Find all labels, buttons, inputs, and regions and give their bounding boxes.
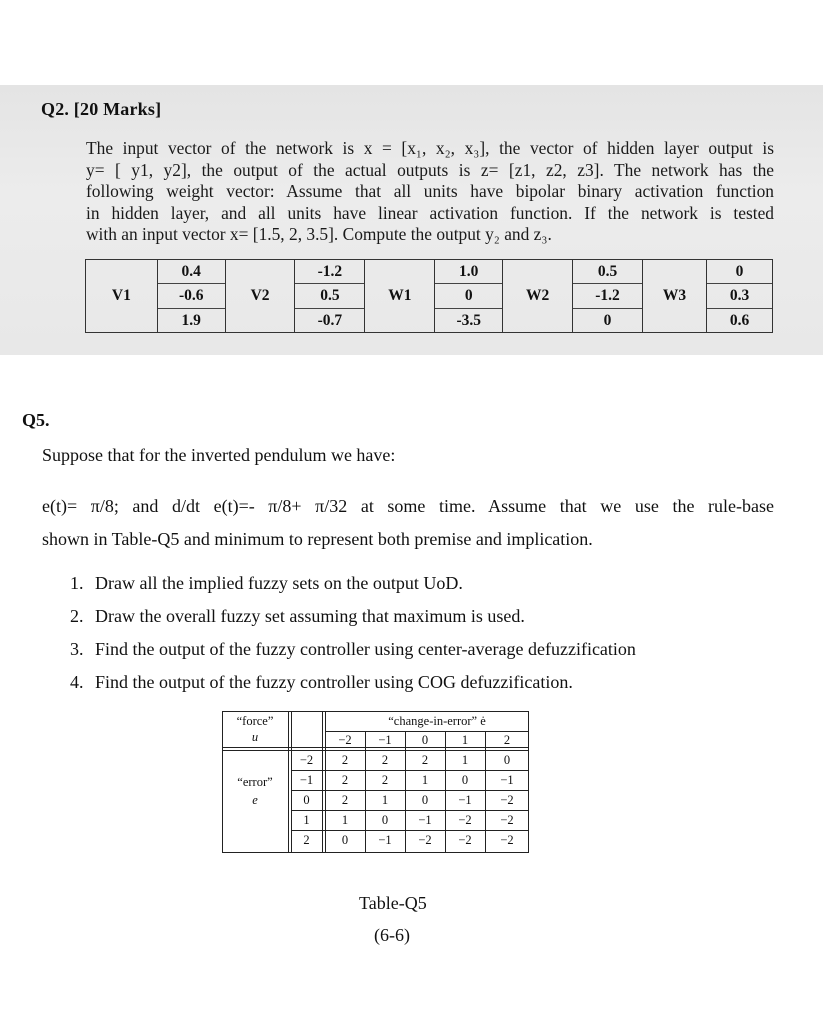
rule-cell: 0 bbox=[503, 753, 511, 767]
task-item bbox=[70, 600, 636, 633]
cie-value: 0 bbox=[421, 733, 429, 747]
error-value: 0 bbox=[303, 793, 310, 807]
weight-value: -1.2 bbox=[317, 263, 343, 280]
q5-condition-line: e(t)= π/8; and d/dt e(t)=- π/8+ π/32 at some time. Assume that we use the rule-base bbox=[42, 496, 774, 516]
task-text: Find the output of the fuzzy controller using COG defuzzification. bbox=[95, 672, 573, 692]
weight-label-v2: V2 bbox=[225, 260, 295, 333]
q5-condition-line: shown in Table-Q5 and minimum to represent both premise and implication. bbox=[42, 529, 593, 549]
weight-value: 0 bbox=[573, 308, 642, 332]
task-item bbox=[70, 567, 636, 600]
error-value: 2 bbox=[303, 833, 310, 847]
rule-cell: −1 bbox=[500, 773, 514, 787]
weight-label-w1: W1 bbox=[365, 260, 435, 333]
error-value: −2 bbox=[299, 753, 314, 767]
task-text: Draw the overall fuzzy set assuming that maximum is used. bbox=[95, 606, 525, 626]
rule-cell: 1 bbox=[421, 773, 429, 787]
task-text: Draw all the implied fuzzy sets on the output UoD. bbox=[95, 573, 463, 593]
q2-title: Q2. [20 Marks] bbox=[41, 99, 162, 119]
rule-table-divider bbox=[325, 731, 529, 732]
rule-table-divider bbox=[222, 750, 529, 751]
rule-table-divider bbox=[222, 747, 529, 748]
q2-line: following weight vector: Assume that all units have bipolar binary activation function bbox=[86, 181, 774, 201]
force-symbol: u bbox=[251, 730, 259, 744]
rule-table-divider bbox=[322, 711, 323, 853]
cie-value: 1 bbox=[461, 733, 469, 747]
rule-cell: 2 bbox=[421, 753, 429, 767]
rule-cell: 0 bbox=[461, 773, 469, 787]
weight-value: 0.3 bbox=[707, 283, 772, 307]
weight-label-w3: W3 bbox=[642, 260, 706, 333]
rule-cell: −1 bbox=[458, 793, 472, 807]
q2-paragraph bbox=[86, 138, 774, 246]
rule-cell: 2 bbox=[341, 753, 349, 767]
weight-value: -1.2 bbox=[573, 283, 642, 307]
rule-cell: −1 bbox=[378, 833, 392, 847]
error-value: −1 bbox=[299, 773, 314, 787]
weight-value: -3.5 bbox=[435, 308, 502, 332]
rule-cell: −2 bbox=[458, 813, 472, 827]
weight-label-w2: W2 bbox=[503, 260, 573, 333]
cie-value: 2 bbox=[503, 733, 511, 747]
rule-cell: 2 bbox=[341, 793, 349, 807]
weight-value: -0.7 bbox=[295, 308, 364, 332]
weight-values-v2 bbox=[295, 260, 365, 333]
q2-line: in hidden layer, and all units have linear activation function. If the network is tested bbox=[86, 202, 774, 223]
weight-value: 0 bbox=[435, 283, 502, 307]
rule-table-divider bbox=[291, 790, 529, 791]
error-symbol: e bbox=[252, 793, 258, 807]
weight-value: 0.5 bbox=[597, 263, 618, 280]
rule-cell: 1 bbox=[381, 793, 389, 807]
rule-cell: 2 bbox=[381, 753, 389, 767]
weight-value: -0.6 bbox=[158, 283, 225, 307]
weight-values-w1 bbox=[435, 260, 503, 333]
rule-cell: 0 bbox=[381, 813, 389, 827]
weight-value: 0 bbox=[735, 263, 744, 280]
q5-intro: Suppose that for the inverted pendulum we have: bbox=[42, 445, 396, 465]
weight-table bbox=[85, 259, 773, 333]
rule-cell: −1 bbox=[418, 813, 432, 827]
rule-cell: 2 bbox=[381, 773, 389, 787]
rule-cell: 1 bbox=[341, 813, 349, 827]
table-caption: Table-Q5 bbox=[359, 893, 427, 913]
rule-cell: 1 bbox=[461, 753, 469, 767]
weight-values-w3 bbox=[707, 260, 773, 333]
change-in-error-label: “change-in-error” ė bbox=[388, 714, 486, 728]
rule-cell: 2 bbox=[341, 773, 349, 787]
rule-cell: 0 bbox=[421, 793, 429, 807]
rule-cell: −2 bbox=[500, 833, 514, 847]
error-value: 1 bbox=[303, 813, 310, 827]
q2-line: The input vector of the network is x = [x₁, x₂, x₃], the vector of hidden layer output is bbox=[86, 138, 774, 158]
weight-value: 0.5 bbox=[295, 283, 364, 307]
rule-table-divider bbox=[288, 711, 289, 853]
rule-cell: 0 bbox=[341, 833, 349, 847]
rule-base-table bbox=[222, 711, 529, 853]
cie-value: −1 bbox=[378, 733, 392, 747]
task-number: 4. bbox=[70, 672, 84, 692]
page-label: (6-6) bbox=[374, 925, 410, 945]
task-number: 2. bbox=[70, 606, 84, 626]
force-label: “force” bbox=[236, 714, 274, 728]
weight-values-w2 bbox=[573, 260, 643, 333]
task-item bbox=[70, 633, 636, 666]
rule-table-divider bbox=[291, 830, 529, 831]
weight-values-v1 bbox=[157, 260, 225, 333]
rule-cell: −2 bbox=[458, 833, 472, 847]
cie-value: −2 bbox=[338, 733, 352, 747]
error-label: “error” bbox=[237, 775, 273, 789]
rule-cell: −2 bbox=[418, 833, 432, 847]
weight-label-v1: V1 bbox=[86, 260, 158, 333]
q2-line: y= [ y1, y2], the output of the actual outputs is z= [z1, z2, z3]. The network has the bbox=[86, 159, 774, 180]
task-text: Find the output of the fuzzy controller using center-average defuzzification bbox=[95, 639, 636, 659]
weight-value: 1.9 bbox=[158, 308, 225, 332]
q2-line: with an input vector x= [1.5, 2, 3.5]. Compute the output y₂ and z₃. bbox=[86, 224, 552, 244]
rule-cell: −2 bbox=[500, 793, 514, 807]
q5-title: Q5. bbox=[22, 410, 50, 430]
weight-value: 1.0 bbox=[459, 263, 479, 280]
rule-cell: −2 bbox=[500, 813, 514, 827]
q5-task-list bbox=[70, 567, 636, 699]
task-item bbox=[70, 666, 636, 699]
rule-table-divider bbox=[291, 810, 529, 811]
task-number: 3. bbox=[70, 639, 84, 659]
q5-condition bbox=[42, 490, 774, 556]
weight-value: 0.4 bbox=[181, 263, 201, 280]
weight-value: 0.6 bbox=[707, 308, 772, 332]
task-number: 1. bbox=[70, 573, 84, 593]
rule-table-divider bbox=[291, 770, 529, 771]
